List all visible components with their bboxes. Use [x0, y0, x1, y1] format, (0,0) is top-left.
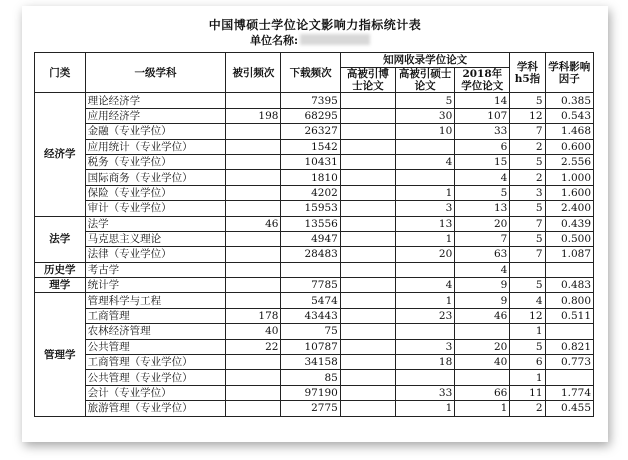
table-row [35, 216, 594, 231]
cell-citations [226, 293, 281, 308]
cell-phd-cited [340, 355, 395, 370]
cell-master-cited [395, 370, 454, 385]
cell-impact: 1.468 [545, 124, 593, 139]
cell-phd-cited [340, 139, 395, 154]
subject-cell: 应用经济学 [85, 108, 226, 123]
cell-2018: 5 [455, 185, 510, 200]
subject-cell: 工商管理（专业学位） [85, 355, 226, 370]
table-row [35, 355, 594, 370]
cell-master-cited: 1 [395, 401, 454, 416]
table-row [35, 154, 594, 169]
table-row [35, 201, 594, 216]
cell-h5: 12 [510, 108, 545, 123]
cell-impact [545, 370, 593, 385]
cell-downloads: 85 [281, 370, 340, 385]
cell-phd-cited [340, 308, 395, 323]
cell-h5: 7 [510, 124, 545, 139]
cell-master-cited [395, 170, 454, 185]
cell-master-cited [395, 139, 454, 154]
cell-phd-cited [340, 185, 395, 200]
category-cell: 经济学 [35, 93, 86, 216]
statistics-table [34, 52, 594, 417]
subject-cell: 考古学 [85, 262, 226, 277]
cell-citations [226, 401, 281, 416]
cell-h5: 2 [510, 170, 545, 185]
cell-master-cited: 33 [395, 385, 454, 400]
table-row [35, 124, 594, 139]
subject-cell: 统计学 [85, 278, 226, 293]
cell-citations [226, 185, 281, 200]
cell-impact: 0.600 [545, 139, 593, 154]
cell-h5 [510, 262, 545, 277]
subject-cell: 国际商务（专业学位） [85, 170, 226, 185]
cell-downloads: 10431 [281, 154, 340, 169]
cell-downloads: 7785 [281, 278, 340, 293]
table-row [35, 293, 594, 308]
cell-master-cited: 18 [395, 355, 454, 370]
table-row [35, 262, 594, 277]
table-row [35, 170, 594, 185]
table-body [35, 93, 594, 416]
table-row [35, 247, 594, 262]
cell-h5: 1 [510, 370, 545, 385]
cell-citations [226, 93, 281, 108]
cell-impact: 0.773 [545, 355, 593, 370]
cell-impact: 0.500 [545, 231, 593, 246]
cell-phd-cited [340, 108, 395, 123]
cell-downloads: 4947 [281, 231, 340, 246]
cell-phd-cited [340, 401, 395, 416]
cell-2018: 1 [455, 401, 510, 416]
cell-h5: 11 [510, 385, 545, 400]
cell-citations [226, 231, 281, 246]
cell-impact: 0.455 [545, 401, 593, 416]
cell-master-cited: 3 [395, 339, 454, 354]
cell-master-cited: 1 [395, 293, 454, 308]
cell-phd-cited [340, 339, 395, 354]
cell-downloads: 2775 [281, 401, 340, 416]
cell-master-cited: 3 [395, 201, 454, 216]
cell-2018: 20 [455, 339, 510, 354]
cell-h5: 5 [510, 154, 545, 169]
header-h5-text: 学科h5指 [514, 60, 541, 85]
cell-phd-cited [340, 247, 395, 262]
cell-2018: 4 [455, 170, 510, 185]
subject-cell: 理论经济学 [85, 93, 226, 108]
category-cell: 历史学 [35, 262, 86, 277]
cell-h5: 3 [510, 185, 545, 200]
cell-phd-cited [340, 216, 395, 231]
cell-master-cited: 5 [395, 93, 454, 108]
cell-phd-cited [340, 231, 395, 246]
document-title: 中国博硕士学位论文影响力指标统计表 [208, 18, 422, 32]
header-citations: 被引频次 [226, 53, 281, 93]
cell-h5: 7 [510, 247, 545, 262]
cell-citations [226, 370, 281, 385]
cell-master-cited: 20 [395, 247, 454, 262]
cell-citations: 46 [226, 216, 281, 231]
header-h5 [510, 53, 545, 93]
table-row [35, 231, 594, 246]
cell-impact: 2.556 [545, 154, 593, 169]
header-phd-cited-text: 高被引博士论文 [346, 68, 389, 93]
cell-phd-cited [340, 262, 395, 277]
cell-h5: 5 [510, 278, 545, 293]
cell-downloads: 68295 [281, 108, 340, 123]
table-row [35, 339, 594, 354]
cell-2018: 14 [455, 93, 510, 108]
cell-2018: 20 [455, 216, 510, 231]
subject-cell: 审计（专业学位） [85, 201, 226, 216]
cell-2018: 6 [455, 139, 510, 154]
cell-impact: 1.774 [545, 385, 593, 400]
category-cell: 法学 [35, 216, 86, 262]
cell-downloads: 43443 [281, 308, 340, 323]
subject-cell: 管理科学与工程 [85, 293, 226, 308]
header-downloads: 下载频次 [281, 53, 340, 93]
subject-cell: 法律（专业学位） [85, 247, 226, 262]
unit-name-line [250, 32, 370, 48]
cell-citations [226, 139, 281, 154]
cell-downloads: 5474 [281, 293, 340, 308]
cell-impact: 0.439 [545, 216, 593, 231]
table-row [35, 108, 594, 123]
cell-2018: 40 [455, 355, 510, 370]
cell-downloads: 75 [281, 324, 340, 339]
table-row [35, 308, 594, 323]
cell-h5: 4 [510, 293, 545, 308]
header-impact-text: 学科影响因子 [548, 60, 591, 85]
cell-master-cited: 13 [395, 216, 454, 231]
cell-downloads: 1542 [281, 139, 340, 154]
cell-downloads: 1810 [281, 170, 340, 185]
subject-cell: 会计（专业学位） [85, 385, 226, 400]
cell-2018 [455, 324, 510, 339]
cell-master-cited: 10 [395, 124, 454, 139]
cell-citations [226, 355, 281, 370]
cell-2018: 107 [455, 108, 510, 123]
table-row [35, 324, 594, 339]
header-2018 [455, 68, 510, 93]
header-group: 知网收录学位论文 [340, 53, 509, 68]
cell-2018: 9 [455, 278, 510, 293]
cell-2018: 46 [455, 308, 510, 323]
subject-cell: 应用统计（专业学位） [85, 139, 226, 154]
cell-downloads: 15953 [281, 201, 340, 216]
cell-phd-cited [340, 293, 395, 308]
cell-2018: 33 [455, 124, 510, 139]
cell-impact [545, 262, 593, 277]
cell-downloads [281, 262, 340, 277]
cell-impact: 0.385 [545, 93, 593, 108]
cell-impact: 1.600 [545, 185, 593, 200]
cell-phd-cited [340, 124, 395, 139]
cell-citations [226, 278, 281, 293]
document-sheet [22, 6, 608, 442]
header-impact [545, 53, 593, 93]
table-row [35, 93, 594, 108]
cell-h5: 1 [510, 324, 545, 339]
cell-phd-cited [340, 370, 395, 385]
cell-2018: 15 [455, 154, 510, 169]
header-master-cited-text: 高被引硕士论文 [398, 68, 452, 93]
cell-h5: 12 [510, 308, 545, 323]
redacted-unit-name [300, 34, 370, 45]
cell-downloads: 10787 [281, 339, 340, 354]
cell-citations [226, 170, 281, 185]
subject-cell: 工商管理 [85, 308, 226, 323]
cell-citations: 40 [226, 324, 281, 339]
subject-cell: 保险（专业学位） [85, 185, 226, 200]
cell-downloads: 13556 [281, 216, 340, 231]
cell-h5: 5 [510, 339, 545, 354]
cell-impact: 0.800 [545, 293, 593, 308]
cell-h5: 6 [510, 355, 545, 370]
subject-cell: 旅游管理（专业学位） [85, 401, 226, 416]
cell-phd-cited [340, 93, 395, 108]
cell-downloads: 97190 [281, 385, 340, 400]
cell-2018: 7 [455, 231, 510, 246]
cell-downloads: 28483 [281, 247, 340, 262]
header-phd-cited [340, 68, 395, 93]
cell-citations [226, 385, 281, 400]
category-cell: 理学 [35, 278, 86, 293]
subject-cell: 农林经济管理 [85, 324, 226, 339]
header-subject: 一级学科 [85, 53, 226, 93]
cell-2018: 4 [455, 262, 510, 277]
header-master-cited [395, 68, 454, 93]
cell-citations [226, 154, 281, 169]
cell-master-cited [395, 324, 454, 339]
cell-2018: 13 [455, 201, 510, 216]
table-row [35, 185, 594, 200]
cell-h5: 5 [510, 93, 545, 108]
cell-citations [226, 201, 281, 216]
cell-impact: 0.821 [545, 339, 593, 354]
cell-impact: 0.543 [545, 108, 593, 123]
cell-2018: 66 [455, 385, 510, 400]
cell-phd-cited [340, 278, 395, 293]
header-2018-text: 2018年学位论文 [461, 68, 504, 93]
table-row [35, 370, 594, 385]
cell-master-cited: 1 [395, 185, 454, 200]
cell-downloads: 34158 [281, 355, 340, 370]
subject-cell: 金融（专业学位） [85, 124, 226, 139]
table-row [35, 278, 594, 293]
subject-cell: 税务（专业学位） [85, 154, 226, 169]
cell-phd-cited [340, 170, 395, 185]
cell-citations: 22 [226, 339, 281, 354]
cell-downloads: 26327 [281, 124, 340, 139]
cell-2018: 9 [455, 293, 510, 308]
cell-2018 [455, 370, 510, 385]
unit-name-label: 单位名称: [250, 34, 299, 47]
cell-citations: 198 [226, 108, 281, 123]
cell-phd-cited [340, 201, 395, 216]
header-category: 门类 [35, 53, 86, 93]
cell-h5: 5 [510, 201, 545, 216]
cell-master-cited: 4 [395, 278, 454, 293]
table-row [35, 401, 594, 416]
cell-impact: 0.511 [545, 308, 593, 323]
cell-2018: 63 [455, 247, 510, 262]
cell-phd-cited [340, 385, 395, 400]
table-row [35, 139, 594, 154]
cell-master-cited: 23 [395, 308, 454, 323]
subject-cell: 法学 [85, 216, 226, 231]
cell-impact: 1.087 [545, 247, 593, 262]
cell-h5: 5 [510, 231, 545, 246]
cell-master-cited [395, 262, 454, 277]
cell-phd-cited [340, 154, 395, 169]
cell-impact: 0.483 [545, 278, 593, 293]
category-cell: 管理学 [35, 293, 86, 416]
cell-downloads: 7395 [281, 93, 340, 108]
cell-citations [226, 124, 281, 139]
subject-cell: 公共管理（专业学位） [85, 370, 226, 385]
cell-citations [226, 262, 281, 277]
cell-h5: 2 [510, 139, 545, 154]
subject-cell: 马克思主义理论 [85, 231, 226, 246]
cell-master-cited: 1 [395, 231, 454, 246]
table-row [35, 385, 594, 400]
subject-cell: 公共管理 [85, 339, 226, 354]
cell-citations: 178 [226, 308, 281, 323]
cell-master-cited: 4 [395, 154, 454, 169]
cell-h5: 7 [510, 216, 545, 231]
cell-impact: 1.000 [545, 170, 593, 185]
cell-impact [545, 324, 593, 339]
cell-downloads: 4202 [281, 185, 340, 200]
cell-citations [226, 247, 281, 262]
cell-impact: 2.400 [545, 201, 593, 216]
cell-h5: 2 [510, 401, 545, 416]
cell-phd-cited [340, 324, 395, 339]
cell-master-cited: 30 [395, 108, 454, 123]
